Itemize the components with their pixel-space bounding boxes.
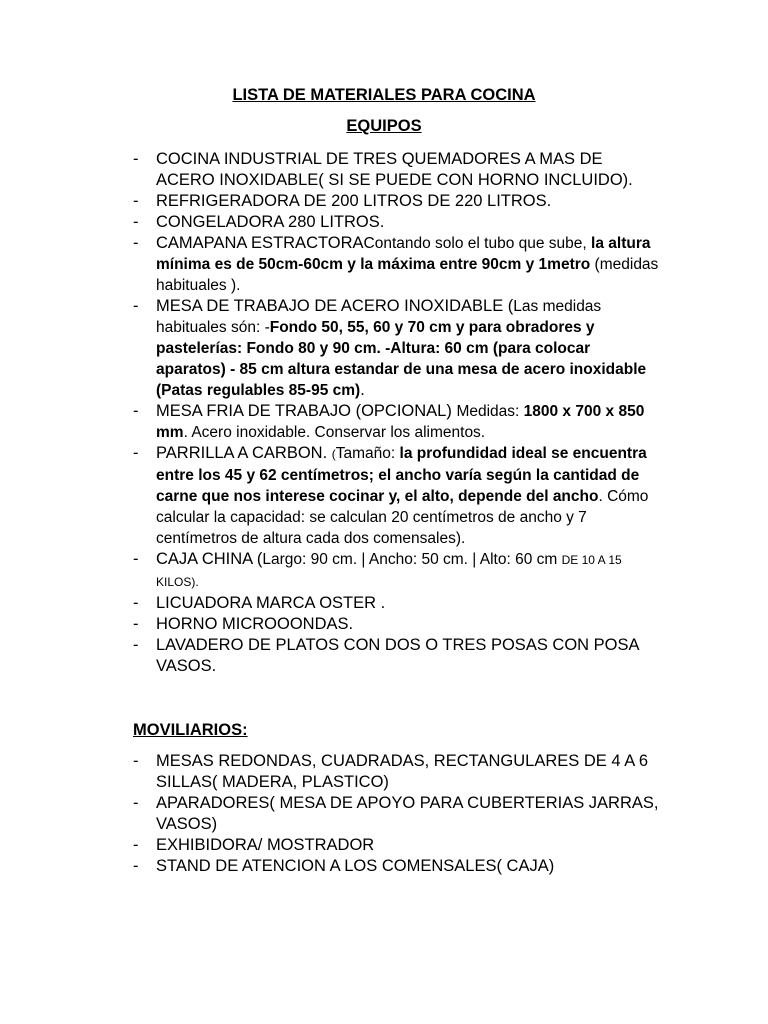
list-item: - APARADORES( MESA DE APOYO PARA CUBERTERIAS JARRAS, VASOS) — [133, 794, 659, 833]
section-heading-moviliarios: MOVILIARIOS: — [133, 721, 248, 739]
bullet-dash: - — [133, 150, 139, 168]
moviliarios-list — [133, 751, 663, 877]
list-item: - STAND DE ATENCION A LOS COMENSALES( CAJA) — [133, 857, 555, 875]
bullet-dash: - — [133, 234, 139, 252]
bullet-dash: - — [133, 752, 139, 770]
bullet-dash: - — [133, 297, 139, 315]
bullet-dash: - — [133, 213, 139, 231]
page-title: LISTA DE MATERIALES PARA COCINA — [232, 86, 536, 104]
list-item: - HORNO MICROOONDAS. — [133, 615, 354, 633]
list-item: - PARRILLA A CARBON. (Tamaño: la profundidad ideal se encuentra entre los 45 y 62 centímetros; el ancho varía según la cantidad de carne que nos interese cocinar y, el alto, depende del ancho. Cómo calcular la capacidad: se calculan 20 centímetros de ancho y 7 centímetros de altura cada dos comensales). — [133, 444, 649, 547]
bullet-dash: - — [133, 836, 139, 854]
list-item: - EXHIBIDORA/ MOSTRADOR — [133, 836, 375, 854]
list-item: - MESA FRIA DE TRABAJO (OPCIONAL) Medidas: 1800 x 700 x 850 mm. Acero inoxidable. Conservar los alimentos. — [133, 402, 645, 441]
bullet-dash: - — [133, 402, 139, 420]
bullet-dash: - — [133, 594, 139, 612]
list-item: - MESA DE TRABAJO DE ACERO INOXIDABLE (Las medidas habituales són: -Fondo 50, 55, 60 y 70 cm y para obradores y pastelerías: Fondo 80 y 90 cm. -Altura: 60 cm (para colocar aparatos) - 85 cm altura estandar de una mesa de acero inoxidable (Patas regulables 85-95 cm). — [133, 297, 647, 399]
list-item: - REFRIGERADORA DE 200 LITROS DE 220 LITROS. — [133, 192, 552, 210]
list-item: - COCINA INDUSTRIAL DE TRES QUEMADORES A MAS DE ACERO INOXIDABLE( SI SE PUEDE CON HORNO INCLUIDO). — [133, 150, 633, 189]
list-item: - CONGELADORA 280 LITROS. — [133, 213, 385, 231]
list-item: - MESAS REDONDAS, CUADRADAS, RECTANGULARES DE 4 A 6 SILLAS( MADERA, PLASTICO) — [133, 752, 649, 791]
bullet-dash: - — [133, 857, 139, 875]
list-item: - LAVADERO DE PLATOS CON DOS O TRES POSAS CON POSA VASOS. — [133, 636, 639, 675]
bullet-dash: - — [133, 550, 139, 568]
bullet-dash: - — [133, 794, 139, 812]
list-item: - CAJA CHINA (Largo: 90 cm. | Ancho: 50 cm. | Alto: 60 cm DE 10 A 15 KILOS). — [133, 550, 622, 589]
list-item: - LICUADORA MARCA OSTER . — [133, 594, 386, 612]
bullet-dash: - — [133, 192, 139, 210]
list-item: - CAMAPANA ESTRACTORAContando solo el tubo que sube, la altura mínima es de 50cm-60cm y la máxima entre 90cm y 1metro (medidas habituales ). — [133, 234, 659, 294]
bullet-dash: - — [133, 444, 139, 462]
section-heading-equipos: EQUIPOS — [346, 117, 422, 135]
bullet-dash: - — [133, 636, 139, 654]
bullet-dash: - — [133, 615, 139, 633]
equipos-list — [133, 149, 663, 677]
